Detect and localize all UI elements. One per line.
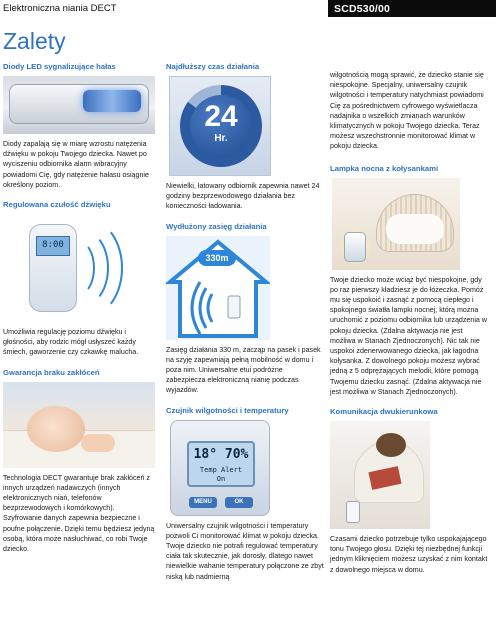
lcd-alert-label: Temp Alert xyxy=(199,465,243,474)
range-distance-badge: 330m xyxy=(198,250,236,266)
section-text: Umożliwia regulację poziomu dźwięku i głośności, aby rodzic mógł usłyszeć każdy śmiech, gaworzenie czy czkawkę malucha. xyxy=(3,328,139,357)
section-nightlight xyxy=(330,164,490,397)
temperature-display-image xyxy=(170,420,270,516)
baby-unit-image xyxy=(3,214,155,322)
led-device-image xyxy=(3,76,155,134)
section-title: Diody LED sygnalizujące hałas xyxy=(3,62,116,71)
column-left xyxy=(3,62,155,554)
sleeping-baby-image xyxy=(3,382,155,468)
menu-button: MENU xyxy=(189,497,217,508)
column-middle xyxy=(166,62,324,582)
section-text: Czasami dziecko potrzebuje tylko uspokajającego tonu Twojego głosu. Dzięki tej niezbędnej funkcji jednym kliknięciem możesz uzyskać z nim kontakt z dowolnego miejsca w domu. xyxy=(330,535,488,574)
product-title: Elektroniczna niania DECT xyxy=(3,3,117,14)
section-text: Twoje dziecko może wciąż być niespokojne, gdy po raz pierwszy kładziesz je do łóżeczka. Pomóż mu się uspokoić i zasnąć z pomocą ciepłego i spokojnego światła lampki nocnej, którą można uruchomić z poziomu odbiornika lub urządzenia w pokoju dziecka. (Zdalna aktywacja nie jest możliwa w Stanach Zjednoczonych). Nic tak nie uspokoi zdenerwowanego dziecka, jak łagodna kołysanka. Z dowolnego pokoju możesz wybrać jedną z 5 odprężających melodii, które pomogą Twojemu dziecku zasnąć. (Zdalna aktywacja nie jest możliwa w Stanach Zjednoczonych). xyxy=(330,275,487,396)
section-text: Niewielki, łatowany odbiornik zapewnia nawet 24 godziny bezprzewodowego działania bez konieczności ładowania. xyxy=(166,182,320,211)
unit-screen-text: 8:00 xyxy=(36,236,70,256)
section-text: Uniwersalny czujnik wilgotności i temperatury pozwoli Ci monitorować klimat w pokoju dziecka. Twoje dziecko nie potrafi regulować temperatury ciała tak skutecznie, jak dorosły, dlatego nawet niewielkie wahanie temperatury połączone ze zbyt niską lub nadmierną xyxy=(166,521,324,581)
section-twoway xyxy=(330,407,490,575)
section-title: Lampka nocna z kołysankami xyxy=(330,163,439,173)
section-battery xyxy=(166,62,324,212)
crib-nightlight-image xyxy=(332,178,460,270)
top-bar xyxy=(0,0,496,18)
section-title: Regulowana czułość dźwięku xyxy=(3,200,111,210)
badge-number: 24 xyxy=(204,100,238,133)
lcd-reading: 18° 70% xyxy=(193,446,249,462)
section-range xyxy=(166,222,324,396)
section-sensitivity xyxy=(3,200,155,358)
ok-button: OK xyxy=(225,497,253,508)
section-title: Czujnik wilgotności i temperatury xyxy=(166,405,289,415)
section-title: Gwarancja braku zakłóceń xyxy=(3,367,100,377)
range-house-image xyxy=(166,236,270,340)
section-title: Najdłuższy czas działania xyxy=(166,62,260,71)
section-led xyxy=(3,62,155,190)
badge-unit: Hr. xyxy=(214,133,228,144)
section-text-continued: wilgotnością mogą sprawić, że dziecko stanie się niespokojne. Specjalny, uniwersalny czujnik wilgotności i temperatury natychmiast powiadomi Cię za pośrednictwem cyfrowego wyświetlacza nadajnika o wszelkich zmianach warunków klimatycznych w pokoju Twojego dziecka. Teraz możesz wszechstronnie monitorować klimat w pokoju dziecka. xyxy=(330,71,484,151)
model-number-tag: SCD530/00 xyxy=(328,0,496,17)
battery-24h-badge xyxy=(169,76,271,176)
section-text: Zasięg działania 330 m, zacząp na pasek i pasek na szyję zapewniają pełną mobilność w domu i poza nim. Uniwersalne etui podróżne zabezpiecza elektroniczną nianię podczas wyjazdów. xyxy=(166,345,321,395)
column-right xyxy=(330,70,490,575)
section-temperature xyxy=(166,406,324,582)
lcd-alert-state: On xyxy=(216,474,226,483)
parent-reading-image xyxy=(330,421,430,529)
section-text: Diody zapalają się w miarę wzrostu natężenia dźwięku w pokoju Twojego dziecka. Nawet po wyciszeniu odbiornika alarm wibracyjny powiadomi Cię, gdy natężenie hałasu osiągnie określony poziom. xyxy=(3,140,149,189)
section-title: Komunikacja dwukierunkowa xyxy=(330,407,438,417)
section-title: Wydłużony zasięg działania xyxy=(166,221,267,231)
page-heading: Zalety xyxy=(3,28,66,54)
section-text: Technologia DECT gwarantuje brak zakłóceń z innych urządzeń nadawczych (innych elektronicznych niań, telefonów bezprzewodowych i komórkowych). Szyfrowanie danych zapewnia bezpieczne i poufne połączenie. Dzięki temu będziesz jedyną osobą, która może nasłuchiwać, co robi Twoje dziecko. xyxy=(3,473,155,554)
section-dect xyxy=(3,368,155,555)
lcd-screen xyxy=(187,441,255,487)
